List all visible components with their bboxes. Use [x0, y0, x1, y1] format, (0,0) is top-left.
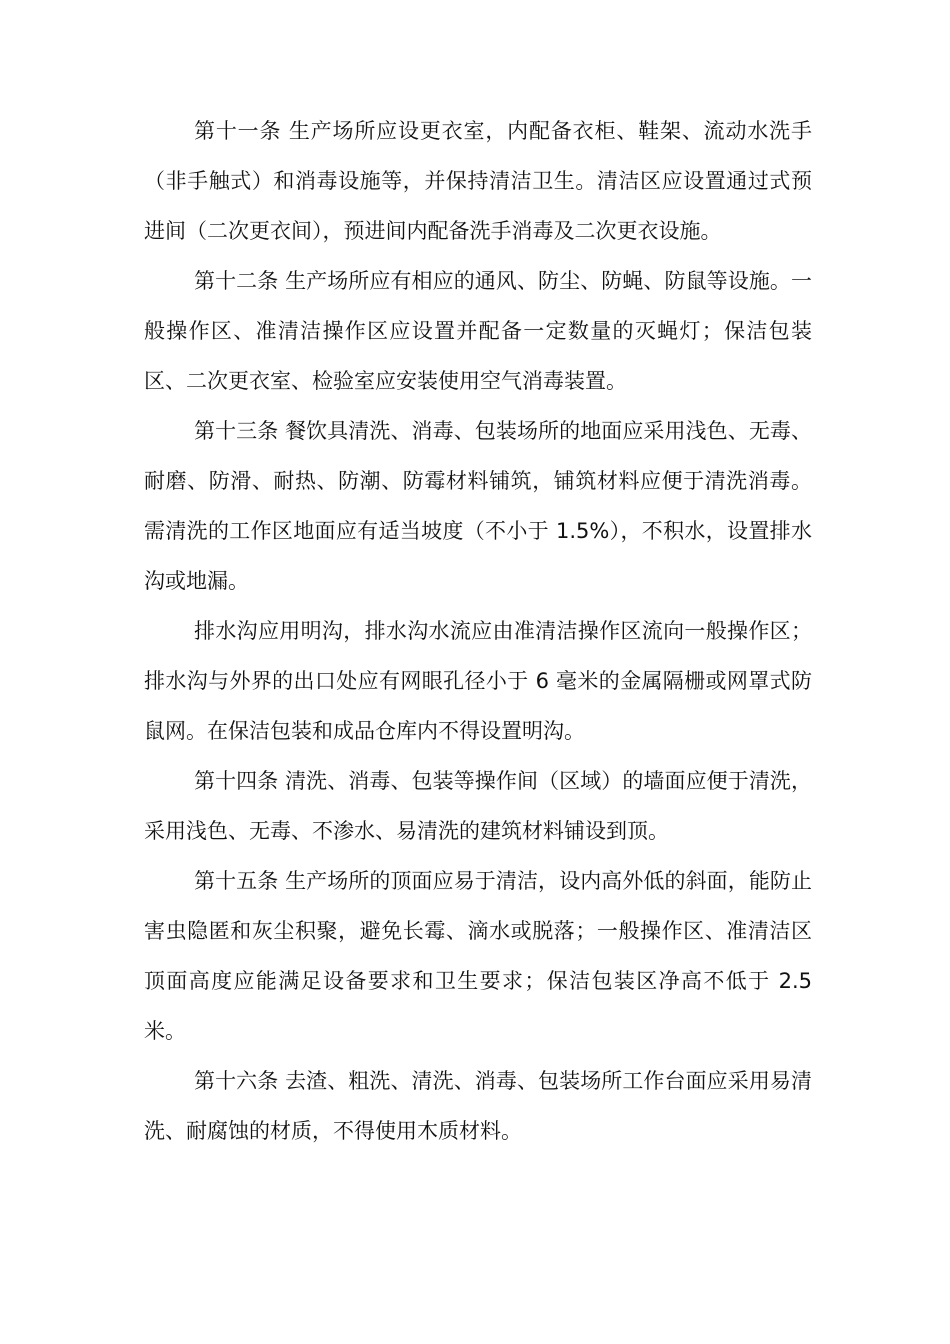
article-15-paragraph: 第十五条 生产场所的顶面应易于清洁，设内高外低的斜面，能防止害虫隐匿和灰尘积聚，避免长霉、滴水或脱落；一般操作区、准清洁区顶面高度应能满足设备要求和卫生要求；保洁包装区净高不低于 2.5 米。	[144, 869, 812, 1043]
article-11-paragraph: 第十一条 生产场所应设更衣室，内配备衣柜、鞋架、流动水洗手（非手触式）和消毒设施等，并保持清洁卫生。清洁区应设置通过式预进间（二次更衣间），预进间内配备洗手消毒及二次更衣设施。	[144, 119, 812, 243]
article-12-paragraph: 第十二条 生产场所应有相应的通风、防尘、防蝇、防鼠等设施。一般操作区、准清洁操作区应设置并配备一定数量的灭蝇灯；保洁包装区、二次更衣室、检验室应安装使用空气消毒装置。	[144, 269, 812, 393]
article-14-paragraph: 第十四条 清洗、消毒、包装等操作间（区域）的墙面应便于清洗，采用浅色、无毒、不渗水、易清洗的建筑材料铺设到顶。	[144, 769, 812, 843]
article-16-paragraph: 第十六条 去渣、粗洗、清洗、消毒、包装场所工作台面应采用易清洗、耐腐蚀的材质，不得使用木质材料。	[144, 1069, 812, 1143]
document-body	[144, 106, 812, 1156]
drainage-paragraph: 排水沟应用明沟，排水沟水流应由准清洁操作区流向一般操作区；排水沟与外界的出口处应有网眼孔径小于 6 毫米的金属隔栅或网罩式防鼠网。在保洁包装和成品仓库内不得设置明沟。	[144, 619, 812, 743]
article-13-paragraph: 第十三条 餐饮具清洗、消毒、包装场所的地面应采用浅色、无毒、耐磨、防滑、耐热、防潮、防霉材料铺筑，铺筑材料应便于清洗消毒。需清洗的工作区地面应有适当坡度（不小于 1.5%），不积水，设置排水沟或地漏。	[144, 419, 812, 593]
